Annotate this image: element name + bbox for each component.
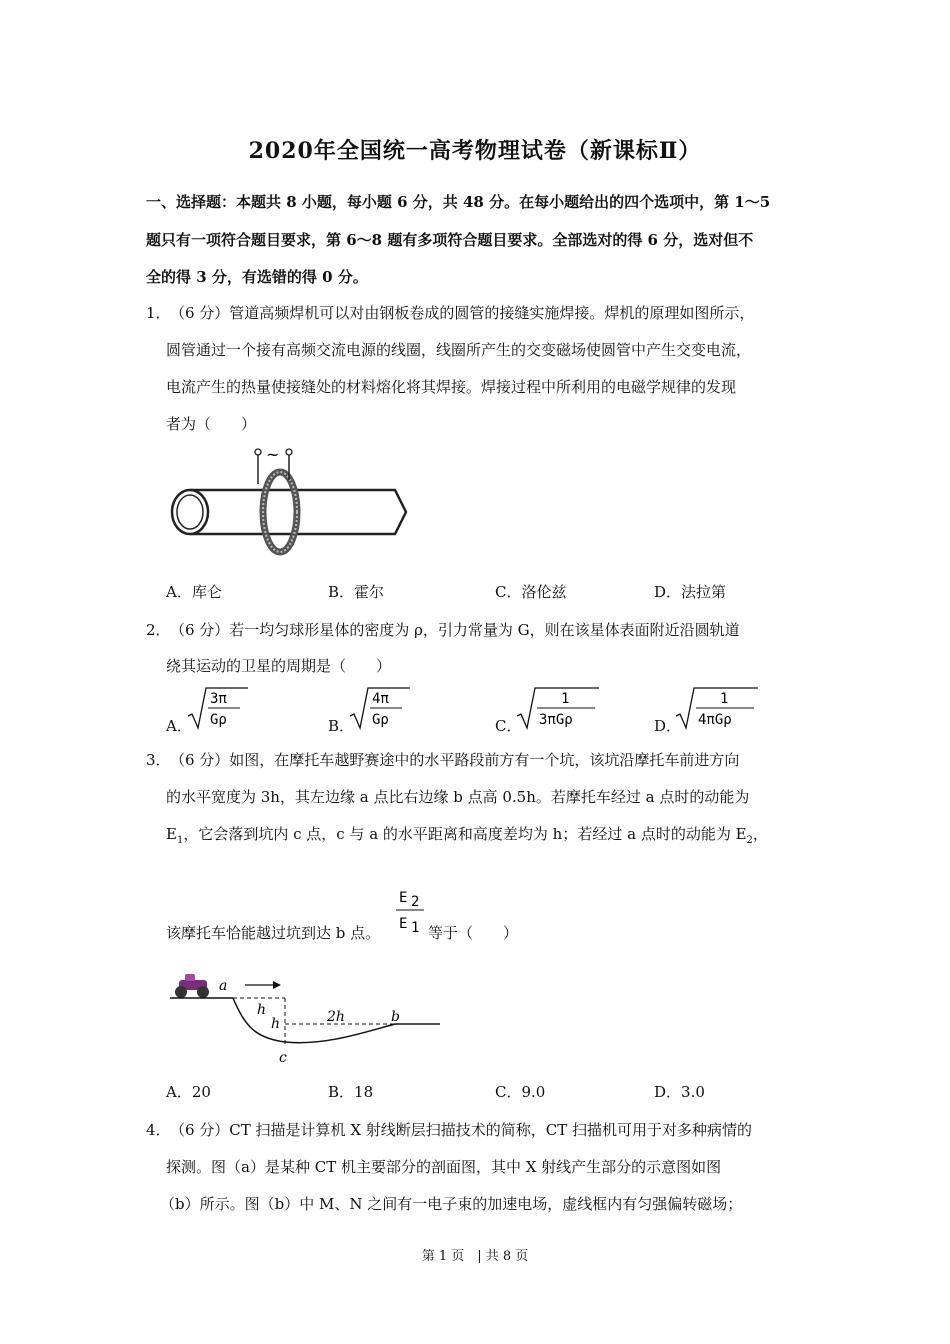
q3-line-3-end: ， bbox=[752, 825, 768, 843]
q3-pit-figure bbox=[165, 966, 445, 1070]
q3-text-line-4-end: 等于（ ） bbox=[428, 924, 519, 942]
page-title: 2020年全国统一高考物理试卷（新课标Ⅱ） bbox=[248, 138, 702, 164]
q2-option-a-radical bbox=[186, 684, 256, 732]
q3-frac-denominator-sub: 1 bbox=[411, 920, 420, 936]
q2-option-c-radical bbox=[515, 684, 605, 732]
q1-pipe-coil-figure bbox=[160, 440, 420, 560]
page-footer: 第 1 页 | 共 8 页 bbox=[421, 1249, 529, 1264]
motorcycle-icon bbox=[175, 974, 209, 998]
q3-frac-numerator-sub: 2 bbox=[411, 894, 420, 910]
q2-text-line-1: （6 分）若一均匀球形星体的密度为 ρ，引力常量为 G，则在该星体表面附近沿圆轨道 bbox=[170, 621, 740, 639]
q3-text-line-3 bbox=[166, 824, 768, 851]
q4-number: 4． bbox=[146, 1121, 171, 1139]
q1-option-a: A．库仑 bbox=[166, 583, 222, 601]
q2-option-a-label: A． bbox=[166, 717, 192, 735]
q2-d-numerator: 1 bbox=[720, 691, 729, 707]
terminal-left bbox=[255, 449, 261, 455]
q3-text-line-1: （6 分）如图，在摩托车越野赛途中的水平路段前方有一个坑，该坑沿摩托车前进方向 bbox=[170, 751, 740, 769]
label-c: c bbox=[279, 1050, 287, 1066]
section-instructions-line-2: 题只有一项符合题目要求，第 6～8 题有多项符合题目要求。全部选对的得 6 分，选对但不 bbox=[146, 231, 754, 249]
q1-number: 1． bbox=[146, 304, 171, 322]
ac-source-symbol: ~ bbox=[266, 445, 280, 464]
coil-windings bbox=[263, 472, 297, 552]
q3-e2-subscript: 2 bbox=[746, 835, 753, 846]
q3-option-a: A．20 bbox=[166, 1083, 211, 1101]
q2-b-numerator: 4π bbox=[372, 691, 389, 707]
q4-text-line-3: （b）所示。图（b）中 M、N 之间有一电子束的加速电场，虚线框内有匀强偏转磁场； bbox=[160, 1195, 743, 1213]
q3-option-b: B．18 bbox=[328, 1083, 374, 1101]
q1-text-line-2: 圆管通过一个接有高频交流电源的线圈，线圈所产生的交变磁场使圆管中产生交变电流， bbox=[166, 341, 752, 359]
label-h-lower: h bbox=[271, 1016, 281, 1032]
q3-text-line-2: 的水平宽度为 3h，其左边缘 a 点比右边缘 b 点高 0.5h。若摩托车经过 a 点时的动能为 bbox=[166, 788, 750, 806]
q3-text-line-4-start: 该摩托车恰能越过坑到达 b 点。 bbox=[166, 924, 381, 942]
q2-option-b-label: B． bbox=[328, 717, 355, 735]
arrow-head bbox=[273, 981, 281, 989]
q1-option-c: C．洛伦兹 bbox=[495, 583, 567, 601]
q2-c-denominator: 3πGρ bbox=[539, 712, 573, 728]
q3-option-d: D．3.0 bbox=[654, 1083, 705, 1101]
label-b: b bbox=[391, 1009, 400, 1025]
q2-a-denominator: Gρ bbox=[210, 712, 227, 728]
q1-text-line-4: 者为（ ） bbox=[166, 415, 257, 433]
q4-text-line-1: （6 分）CT 扫描是计算机 X 射线断层扫描技术的简称，CT 扫描机可用于对多种病情的 bbox=[170, 1121, 753, 1139]
q2-d-denominator: 4πGρ bbox=[698, 712, 732, 728]
q1-option-b: B．霍尔 bbox=[328, 583, 385, 601]
q2-option-c-label: C． bbox=[495, 717, 522, 735]
q3-e1-symbol: E bbox=[166, 825, 177, 843]
q1-text-line-1: （6 分）管道高频焊机可以对由钢板卷成的圆管的接缝实施焊接。焊机的原理如图所示， bbox=[170, 304, 755, 322]
terminal-right bbox=[286, 449, 292, 455]
q2-text-line-2: 绕其运动的卫星的周期是（ ） bbox=[166, 657, 392, 675]
q2-b-denominator: Gρ bbox=[372, 712, 389, 728]
label-2h: 2h bbox=[327, 1009, 345, 1025]
q3-line-3-middle: ，它会落到坑内 c 点，c 与 a 的水平距离和高度差均为 h；若经过 a 点时的动能为 E bbox=[183, 825, 747, 843]
q3-frac-denominator: E bbox=[399, 916, 408, 932]
q2-number: 2． bbox=[146, 621, 171, 639]
q2-option-d-radical bbox=[674, 684, 764, 732]
q2-a-numerator: 3π bbox=[210, 691, 227, 707]
q2-c-numerator: 1 bbox=[561, 691, 570, 707]
section-instructions-line-1: 一、选择题：本题共 8 小题，每小题 6 分，共 48 分。在每小题给出的四个选项中，第 1～5 bbox=[146, 193, 771, 211]
q3-fraction-e2-over-e1 bbox=[390, 880, 430, 940]
q1-text-line-3: 电流产生的热量使接缝处的材料熔化将其焊接。焊接过程中所利用的电磁学规律的发现 bbox=[166, 378, 737, 396]
q2-option-b-radical bbox=[348, 684, 418, 732]
q2-option-d-label: D． bbox=[654, 717, 682, 735]
q3-frac-numerator: E bbox=[399, 890, 408, 906]
q3-number: 3． bbox=[146, 751, 171, 769]
q3-e1-subscript: 1 bbox=[176, 835, 184, 846]
q1-option-d: D．法拉第 bbox=[654, 583, 727, 601]
label-h-upper: h bbox=[257, 1002, 267, 1018]
q4-text-line-2: 探测。图（a）是某种 CT 机主要部分的剖面图，其中 X 射线产生部分的示意图如图 bbox=[166, 1158, 722, 1176]
label-a: a bbox=[219, 978, 228, 994]
section-instructions-line-3: 全的得 3 分，有选错的得 0 分。 bbox=[146, 268, 368, 286]
q3-option-c: C．9.0 bbox=[495, 1083, 546, 1101]
